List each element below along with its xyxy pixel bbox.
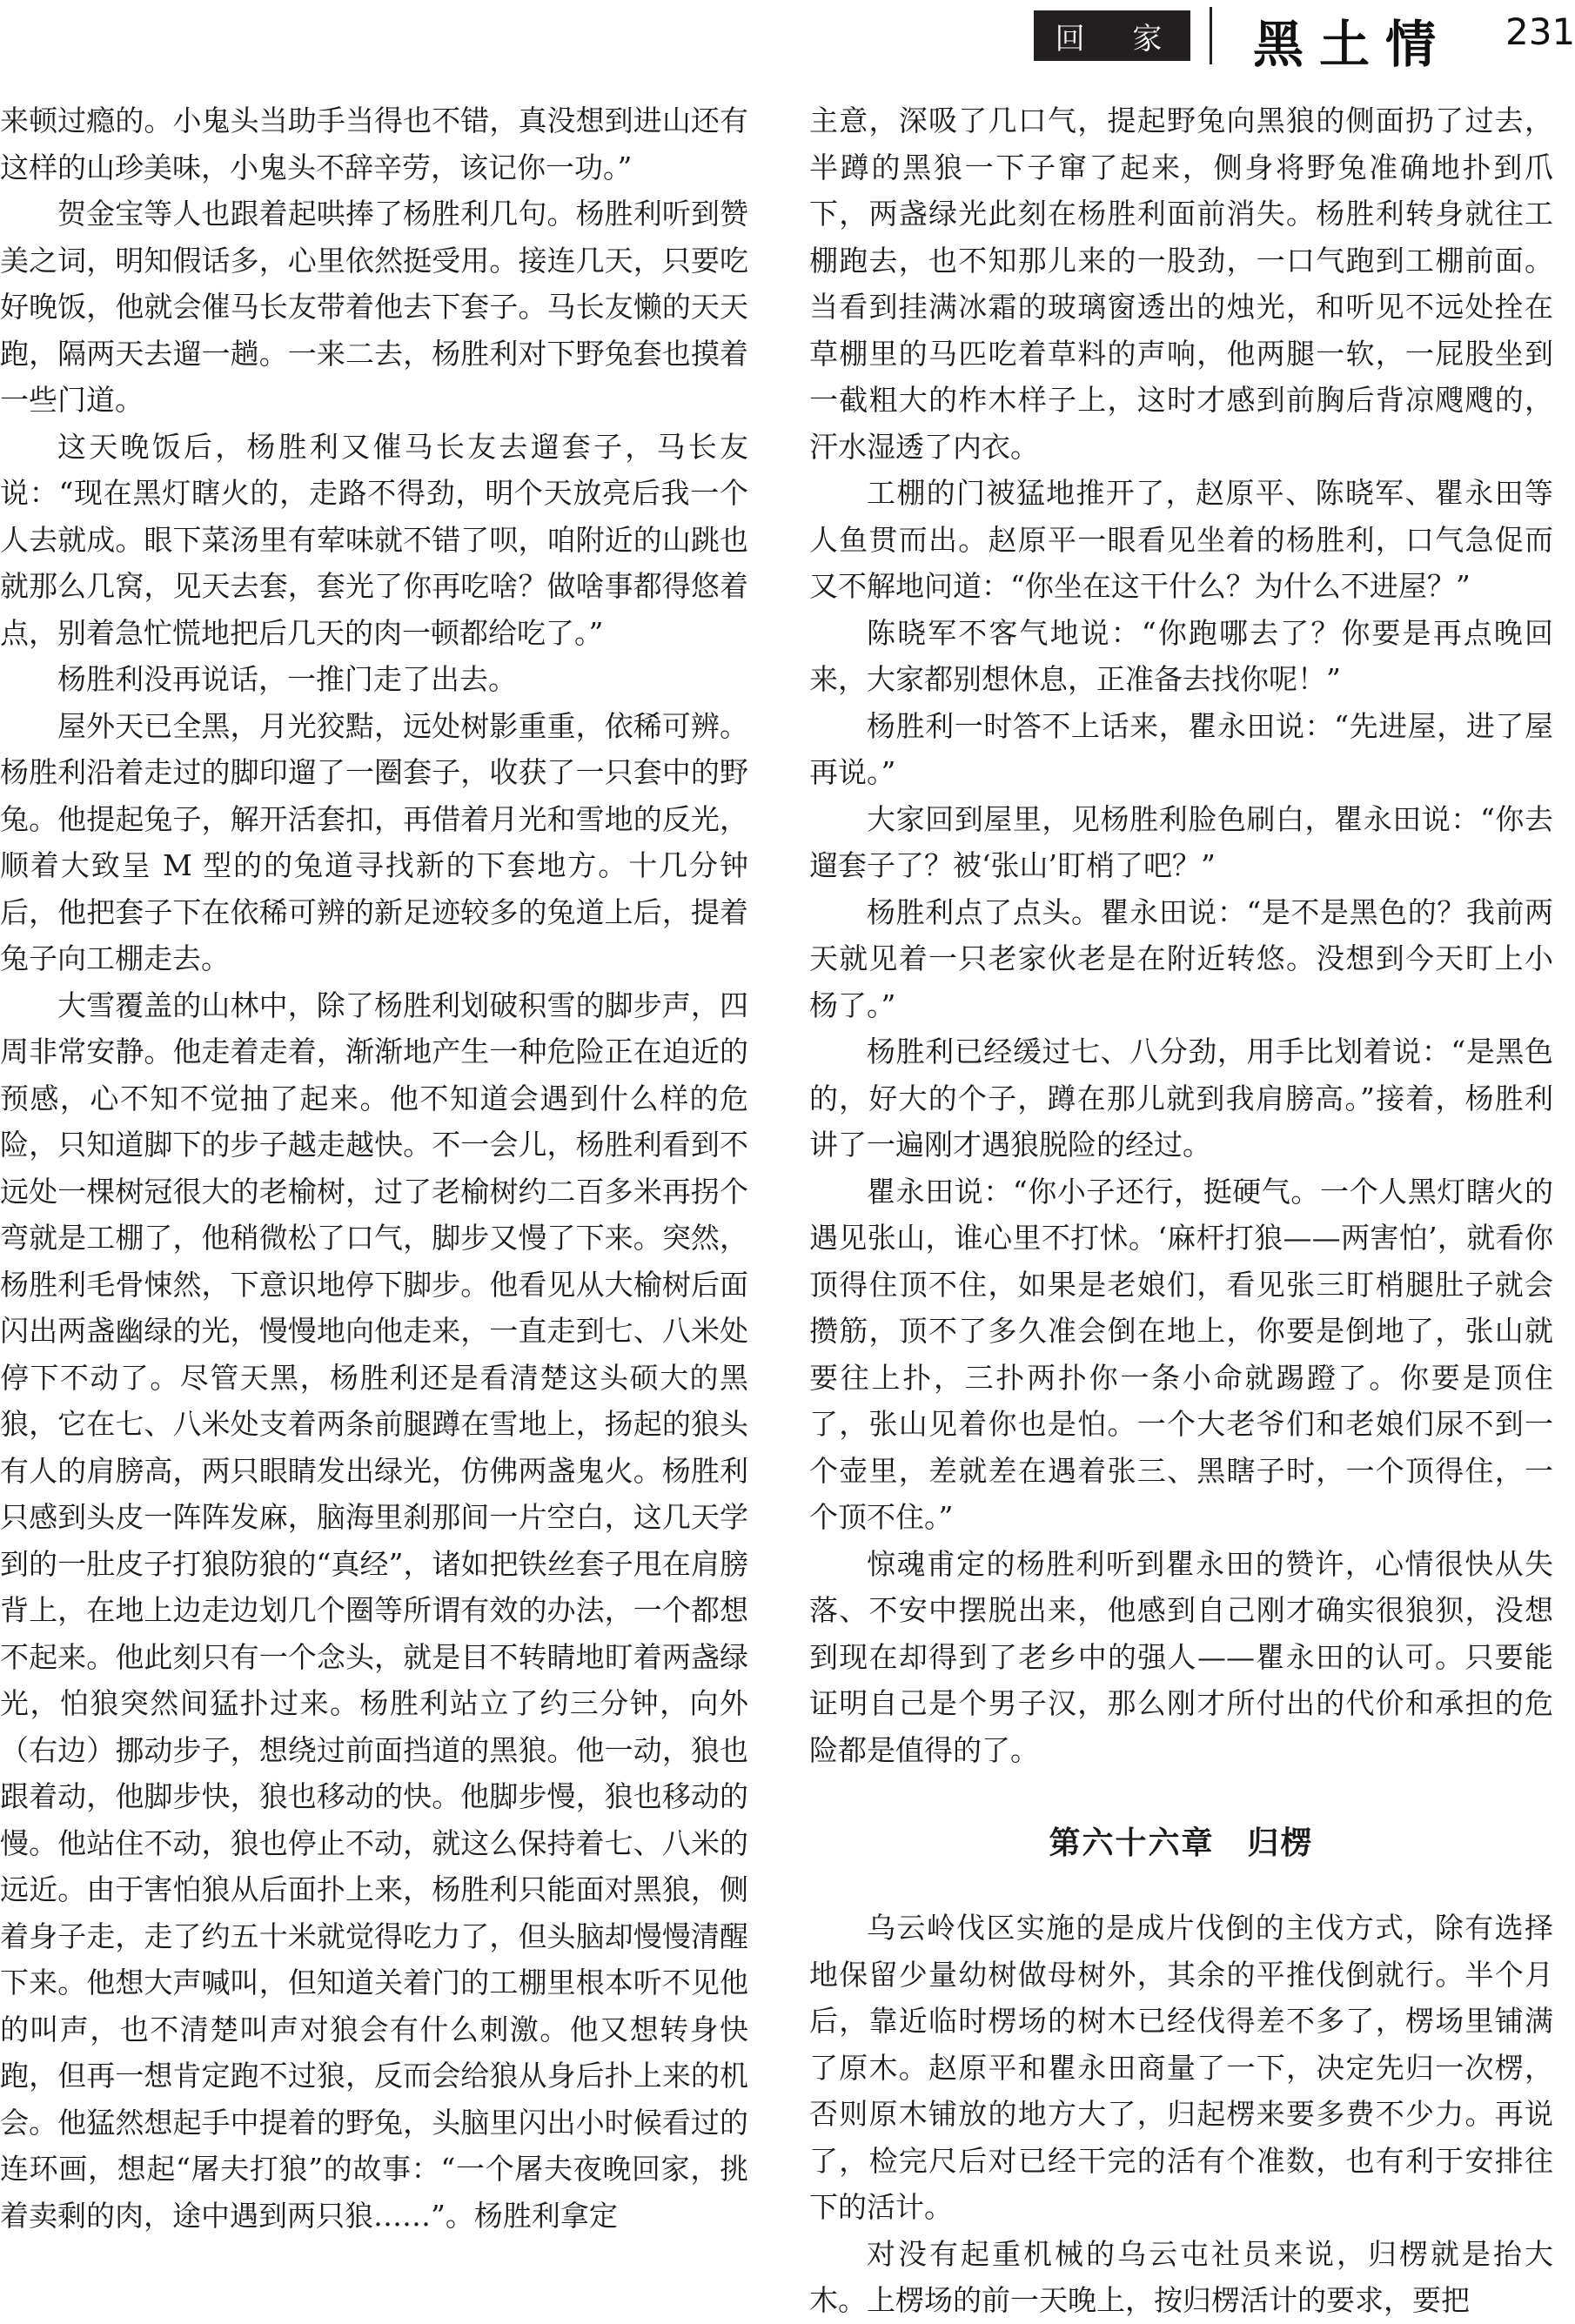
paragraph: 这天晚饭后，杨胜利又催马长友去遛套子，马长友说：“现在黑灯瞎火的，走路不得劲，明个天放亮后我一个人去就成。眼下菜汤里有荤味就不错了呗，咱附近的山跳也就那么几窝，见天去套，套光了你再吃啥？做啥事都得悠着点，别着急忙慌地把后几天的肉一顿都给吃了。”: [0, 429, 748, 650]
right-text-column: [809, 97, 1553, 2324]
paragraph: 来顿过瘾的。小鬼头当助手当得也不错，真没想到进山还有这样的山珍美味，小鬼头不辞辛劳，该记你一功。”: [0, 104, 748, 184]
left-text-column: [0, 97, 748, 2239]
page-header: [0, 0, 1575, 78]
right-column-lower-text: [809, 1905, 1553, 2324]
paragraph: 工棚的门被猛地推开了，赵原平、陈晓军、瞿永田等人鱼贯而出。赵原平一眼看见坐着的杨胜利，口气急促而又不解地问道：“你坐在这干什么？为什么不进屋？”: [809, 476, 1553, 603]
paragraph: 瞿永田说：“你小子还行，挺硬气。一个人黑灯瞎火的遇见张山，谁心里不打怵。‘麻杆打狼——两害怕’，就看你顶得住顶不住，如果是老娘们，看见张三盯梢腿肚子就会攒筋，顶不了多久准会倒在地上，你要是倒地了，张山就要往上扑，三扑两扑你一条小命就踢蹬了。你要是顶住了，张山见着你也是怕。一个大老爷们和老娘们尿不到一个壶里，差就差在遇着张三、黑瞎子时，一个顶得住，一个顶不住。”: [809, 1174, 1553, 1534]
right-column-upper-text: [809, 97, 1553, 1773]
paragraph: 杨胜利没再说话，一推门走了出去。: [57, 662, 517, 696]
chapter-heading: 第六十六章 归楞: [1049, 1825, 1314, 1861]
page-number: 231: [1505, 10, 1575, 53]
paragraph: 乌云岭伐区实施的是成片伐倒的主伐方式，除有选择地保留少量幼树做母树外，其余的平推伐倒就行。半个月后，靠近临时楞场的树木已经伐得差不多了，楞场里铺满了原木。赵原平和瞿永田商量了一下，决定先归一次楞，否则原木铺放的地方大了，归起楞来要多费不少力。再说了，检完尺后对已经干完的活有个准数，也有利于安排往下的活计。: [809, 1911, 1553, 2224]
paragraph: 杨胜利一时答不上话来，瞿永田说：“先进屋，进了屋再说。”: [809, 708, 1553, 789]
paragraph: 大雪覆盖的山林中，除了杨胜利划破积雪的脚步声，四周非常安静。他走着走着，渐渐地产生一种危险正在迫近的预感，心不知不觉抽了起来。他不知道会遇到什么样的危险，只知道脚下的步子越走越快。不一会儿，杨胜利看到不远处一棵树冠很大的老榆树，过了老榆树约二百多米再拐个弯就是工棚了，他稍微松了口气，脚步又慢了下来。突然，杨胜利毛骨悚然，下意识地停下脚步。他看见从大榆树后面闪出两盏幽绿的光，慢慢地向他走来，一直走到七、八米处停下不动了。尽管天黑，杨胜利还是看清楚这头硕大的黑狼，它在七、八米处支着两条前腿蹲在雪地上，扬起的狼头有人的肩膀高，两只眼睛发出绿光，仿佛两盏鬼火。杨胜利只感到头皮一阵阵发麻，脑海里刹那间一片空白，这几天学到的一肚皮子打狼防狼的“真经”，诸如把铁丝套子甩在肩膀背上，在地上边走边划几个圈等所谓有效的办法，一个都想不起来。他此刻只有一个念头，就是目不转睛地盯着两盏绿光，怕狼突然间猛扑过来。杨胜利站立了约三分钟，向外（右边）挪动步子，想绕过前面挡道的黑狼。他一动，狼也跟着动，他脚步快，狼也移动的快。他脚步慢，狼也移动的慢。他站住不动，狼也停止不动，就这么保持着七、八米的远近。由于害怕狼从后面扑上来，杨胜利只能面对黑狼，侧着身子走，走了约五十米就觉得吃力了，但头脑却慢慢清醒下来。他想大声喊叫，但知道关着门的工棚里根本听不见他的叫声，也不清楚叫声对狼会有什么刺激。他又想转身快跑，但再一想肯定跑不过狼，反而会给狼从身后扑上来的机会。他猛然想起手中提着的野兔，头脑里闪出小时候看过的连环画，想起“屠夫打狼”的故事：“一个屠夫夜晚回家，挑着卖剩的肉，途中遇到两只狼……”。杨胜利拿定: [0, 988, 748, 2233]
paragraph: 贺金宝等人也跟着起哄捧了杨胜利几句。杨胜利听到赞美之词，明知假话多，心里依然挺受用。接连几天，只要吃好晚饭，他就会催马长友带着他去下套子。马长友懒的天天跑，隔两天去遛一趟。一来二去，杨胜利对下野兔套也摸着一些门道。: [0, 197, 748, 417]
section-label: 回 家: [1034, 10, 1190, 61]
paragraph: 陈晓军不客气地说：“你跑哪去了？你要是再点晚回来，大家都别想休息，正准备去找你呢！”: [809, 615, 1553, 696]
paragraph: 杨胜利已经缓过七、八分劲，用手比划着说：“是黑色的，好大的个子，蹲在那儿就到我肩膀高。”接着，杨胜利讲了一遍刚才遇狼脱险的经过。: [809, 1035, 1553, 1162]
paragraph: 对没有起重机械的乌云屯社员来说，归楞就是抬大木。上楞场的前一天晚上，按归楞活计的要求，要把: [809, 2236, 1553, 2317]
paragraph: 主意，深吸了几口气，提起野兔向黑狼的侧面扔了过去，半蹲的黑狼一下子窜了起来，侧身将野兔准确地扑到爪下，两盏绿光此刻在杨胜利面前消失。杨胜利转身就往工棚跑去，也不知那儿来的一股劲，一口气跑到工棚前面。当看到挂满冰霜的玻璃窗透出的烛光，和听见不远处拴在草棚里的马匹吃着草料的声响，他两腿一软，一屁股坐到一截粗大的柞木样子上，这时才感到前胸后背凉飕飕的，汗水湿透了内衣。: [809, 104, 1553, 464]
paragraph: 屋外天已全黑，月光狡黠，远处树影重重，依稀可辨。杨胜利沿着走过的脚印遛了一圈套子，收获了一只套中的野兔。他提起兔子，解开活套扣，再借着月光和雪地的反光，顺着大致呈 M 型的的兔道寻找新的下套地方。十几分钟后，他把套子下在依稀可辨的新足迹较多的兔道上后，提着兔子向工棚走去。: [0, 708, 748, 975]
paragraph: 惊魂甫定的杨胜利听到瞿永田的赞许，心情很快从失落、不安中摆脱出来，他感到自己刚才确实很狼狈，没想到现在却得到了老乡中的强人——瞿永田的认可。只要能证明自己是个男子汉，那么刚才所付出的代价和承担的危险都是值得的了。: [809, 1546, 1553, 1767]
paragraph: 大家回到屋里，见杨胜利脸色刷白，瞿永田说：“你去遛套子了？被‘张山’盯梢了吧？”: [809, 801, 1553, 882]
paragraph: 杨胜利点了点头。瞿永田说：“是不是黑色的？我前两天就见着一只老家伙老是在附近转悠。没想到今天盯上小杨了。”: [809, 894, 1553, 1022]
magazine-title: 黑土情: [1253, 15, 1452, 74]
header-divider: [1210, 7, 1212, 64]
